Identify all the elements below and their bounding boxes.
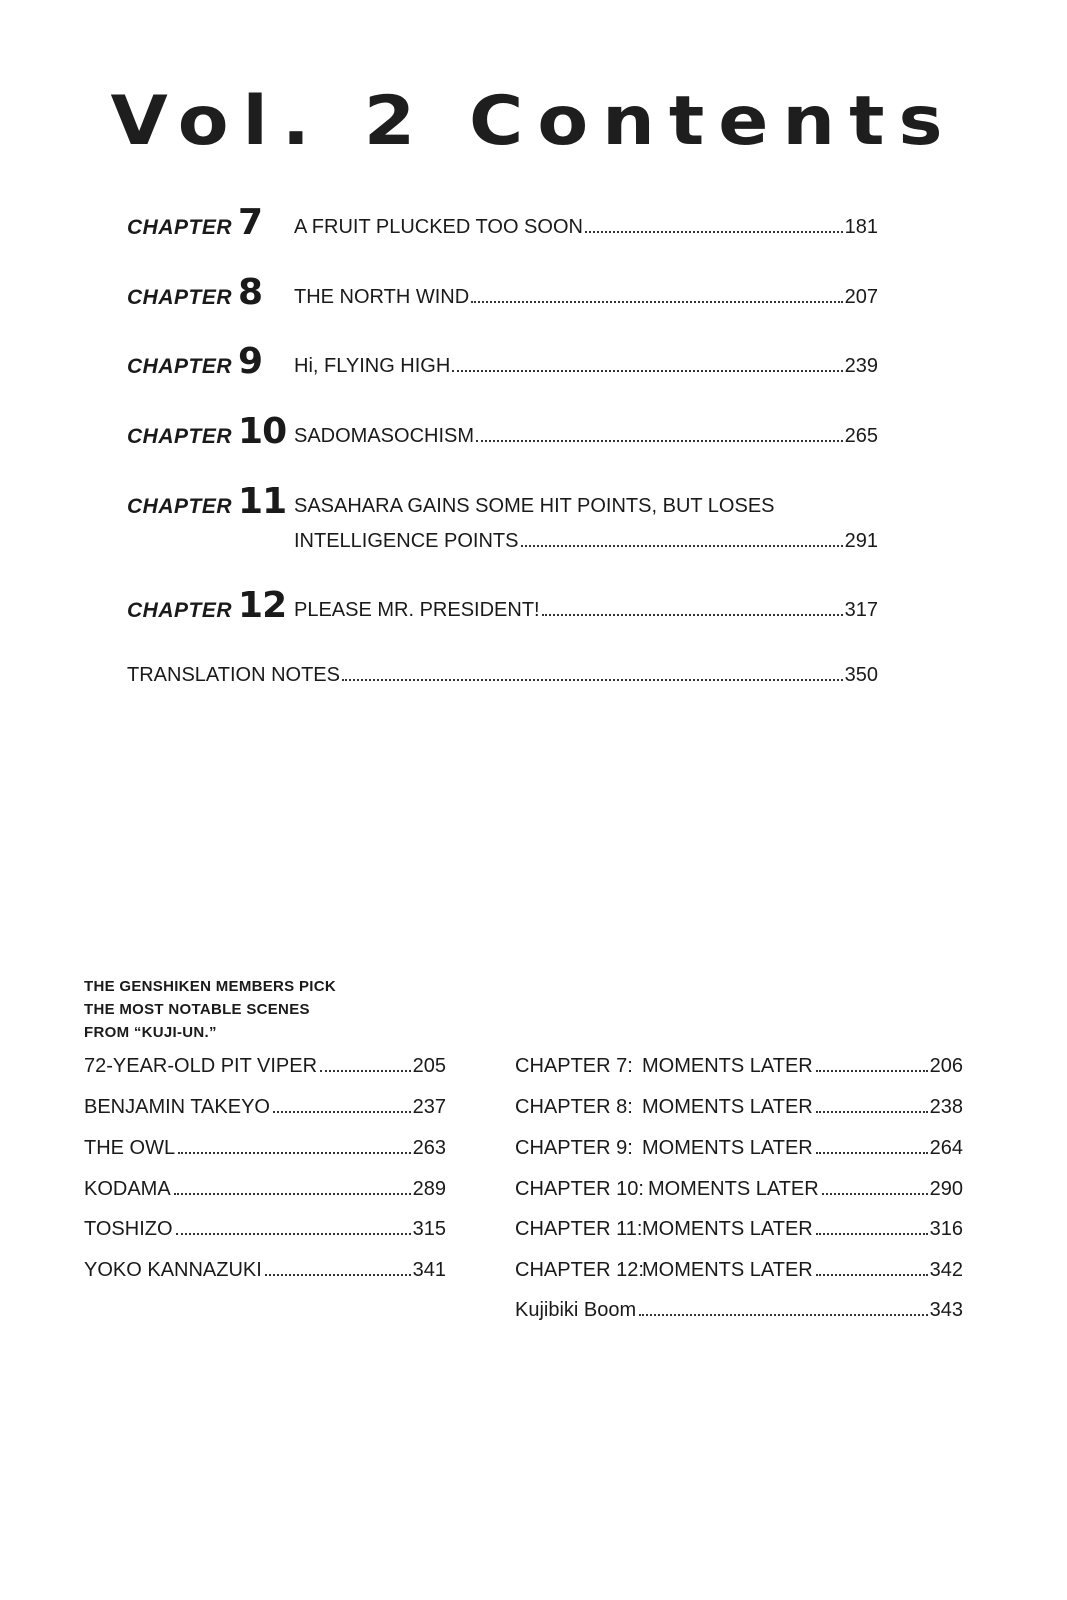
- kujibiki-title: Kujibiki Boom: [515, 1299, 637, 1321]
- chapter-entry-line1: [294, 495, 878, 518]
- dot-leader: [816, 1111, 928, 1113]
- toc-row-chapter-12[interactable]: [127, 585, 878, 626]
- chapter-entry: [294, 216, 878, 239]
- chapter-entry: [294, 599, 878, 622]
- page-number: 343: [929, 1299, 963, 1321]
- picks-heading-line: THE GENSHIKEN MEMBERS PICK: [84, 978, 336, 995]
- chapter-title-line1: SASAHARA GAINS SOME HIT POINTS, BUT LOSES: [294, 495, 775, 517]
- moments-chapter: CHAPTER 7:: [515, 1055, 633, 1077]
- picks-heading-line: THE MOST NOTABLE SCENES: [84, 1001, 310, 1018]
- chapter-title: Hi, FLYING HIGH: [294, 355, 451, 377]
- page-number: 206: [929, 1055, 963, 1077]
- page-number: 205: [412, 1055, 446, 1077]
- chapter-word: CHAPTER: [127, 216, 233, 239]
- chapter-number: 10: [238, 411, 287, 452]
- chapter-label: [127, 481, 287, 522]
- moments-chapter: CHAPTER 10:: [515, 1178, 644, 1200]
- page-number: 350: [844, 664, 878, 686]
- page-number: 239: [844, 355, 878, 377]
- page-number: 207: [844, 286, 878, 308]
- moments-row[interactable]: [515, 1055, 963, 1083]
- chapter-entry: [294, 286, 878, 309]
- chapter-title: THE NORTH WIND: [294, 286, 470, 308]
- picks-heading-line: FROM “KUJI-UN.”: [84, 1024, 217, 1041]
- moments-title: MOMENTS LATER: [642, 1055, 813, 1077]
- toc-row-chapter-11[interactable]: [127, 481, 878, 522]
- chapter-word: CHAPTER: [127, 599, 233, 622]
- page-number: 265: [844, 425, 878, 447]
- page-number: 341: [412, 1259, 446, 1281]
- moments-title: MOMENTS LATER: [642, 1259, 813, 1281]
- page-number: 181: [844, 216, 878, 238]
- chapter-number: 11: [238, 481, 287, 522]
- pick-row[interactable]: [84, 1055, 446, 1083]
- dot-leader: [816, 1233, 928, 1235]
- page-number: 342: [929, 1259, 963, 1281]
- chapter-word: CHAPTER: [127, 286, 233, 309]
- chapter-number: 7: [238, 202, 263, 243]
- chapter-label: [127, 341, 263, 382]
- moments-row[interactable]: [515, 1218, 963, 1246]
- chapter-entry: [294, 355, 878, 378]
- page-number: 290: [929, 1178, 963, 1200]
- pick-row[interactable]: [84, 1218, 446, 1246]
- chapter-word: CHAPTER: [127, 425, 233, 448]
- dot-leader: [342, 679, 843, 681]
- dot-leader: [452, 370, 842, 372]
- toc-row-chapter-11-cont[interactable]: [127, 519, 878, 555]
- moments-title: MOMENTS LATER: [647, 1178, 819, 1200]
- moments-title: MOMENTS LATER: [642, 1137, 813, 1159]
- pick-title: THE OWL: [84, 1137, 176, 1159]
- toc-row-chapter-7[interactable]: [127, 202, 878, 243]
- page-number: 291: [844, 530, 878, 552]
- dot-leader: [585, 231, 843, 233]
- page-number: 264: [929, 1137, 963, 1159]
- dot-leader: [816, 1274, 928, 1276]
- dot-leader: [176, 1233, 411, 1235]
- chapter-title: SADOMASOCHISM: [294, 425, 475, 447]
- page-number: 316: [929, 1218, 963, 1240]
- moments-title: MOMENTS LATER: [642, 1096, 813, 1118]
- chapter-label: [127, 411, 287, 452]
- moments-row[interactable]: [515, 1178, 963, 1206]
- chapter-word: CHAPTER: [127, 355, 233, 378]
- pick-title: BENJAMIN TAKEYO: [84, 1096, 270, 1118]
- pick-title: 72-YEAR-OLD PIT VIPER: [84, 1055, 318, 1077]
- toc-row-translation-notes[interactable]: [127, 664, 878, 687]
- dot-leader: [822, 1193, 928, 1195]
- dot-leader: [174, 1193, 411, 1195]
- moments-row[interactable]: [515, 1259, 963, 1287]
- pick-row[interactable]: [84, 1137, 446, 1165]
- page-title: Vol. 2 Contents: [110, 81, 957, 161]
- dot-leader: [639, 1314, 927, 1316]
- chapter-word: CHAPTER: [127, 495, 233, 518]
- moments-chapter: CHAPTER 12:: [515, 1259, 644, 1281]
- chapter-title: A FRUIT PLUCKED TOO SOON: [294, 216, 583, 238]
- dot-leader: [816, 1152, 928, 1154]
- pick-row[interactable]: [84, 1259, 446, 1287]
- moments-row[interactable]: [515, 1096, 963, 1124]
- page-number: 237: [412, 1096, 446, 1118]
- dot-leader: [320, 1070, 411, 1072]
- picks-heading: [84, 975, 336, 1044]
- pick-row[interactable]: [84, 1096, 446, 1124]
- dot-leader: [542, 614, 843, 616]
- page-number: 315: [412, 1218, 446, 1240]
- dot-leader: [816, 1070, 928, 1072]
- moments-title: MOMENTS LATER: [642, 1218, 813, 1240]
- dot-leader: [178, 1152, 411, 1154]
- pick-title: TOSHIZO: [84, 1218, 173, 1240]
- chapter-label: [127, 202, 263, 243]
- dot-leader: [471, 301, 842, 303]
- kujibiki-row[interactable]: [515, 1299, 963, 1327]
- moments-chapter: CHAPTER 11:: [515, 1218, 643, 1240]
- page-number: 289: [412, 1178, 446, 1200]
- chapter-number: 9: [238, 341, 263, 382]
- dot-leader: [521, 545, 843, 547]
- moments-chapter: CHAPTER 9:: [515, 1137, 633, 1159]
- dot-leader: [476, 440, 843, 442]
- page-number: 263: [412, 1137, 446, 1159]
- dot-leader: [273, 1111, 411, 1113]
- chapter-number: 12: [238, 585, 287, 626]
- chapter-label: [127, 272, 263, 313]
- page-number: 317: [844, 599, 878, 621]
- chapter-label: [127, 585, 287, 626]
- moments-row[interactable]: [515, 1137, 963, 1165]
- page-number: 238: [929, 1096, 963, 1118]
- toc-row-chapter-9[interactable]: [127, 341, 878, 382]
- moments-chapter: CHAPTER 8:: [515, 1096, 633, 1118]
- chapter-number: 8: [238, 272, 263, 313]
- chapter-title-line2: INTELLIGENCE POINTS: [294, 530, 519, 552]
- dot-leader: [265, 1274, 411, 1276]
- translation-notes-title: TRANSLATION NOTES: [127, 664, 340, 686]
- toc-row-chapter-10[interactable]: [127, 411, 878, 452]
- toc-row-chapter-8[interactable]: [127, 272, 878, 313]
- chapter-entry: [294, 425, 878, 448]
- pick-row[interactable]: [84, 1178, 446, 1206]
- chapter-title: PLEASE MR. PRESIDENT!: [294, 599, 540, 621]
- pick-title: YOKO KANNAZUKI: [84, 1259, 262, 1281]
- chapter-entry-line2: [294, 530, 878, 553]
- pick-title: KODAMA: [84, 1178, 171, 1200]
